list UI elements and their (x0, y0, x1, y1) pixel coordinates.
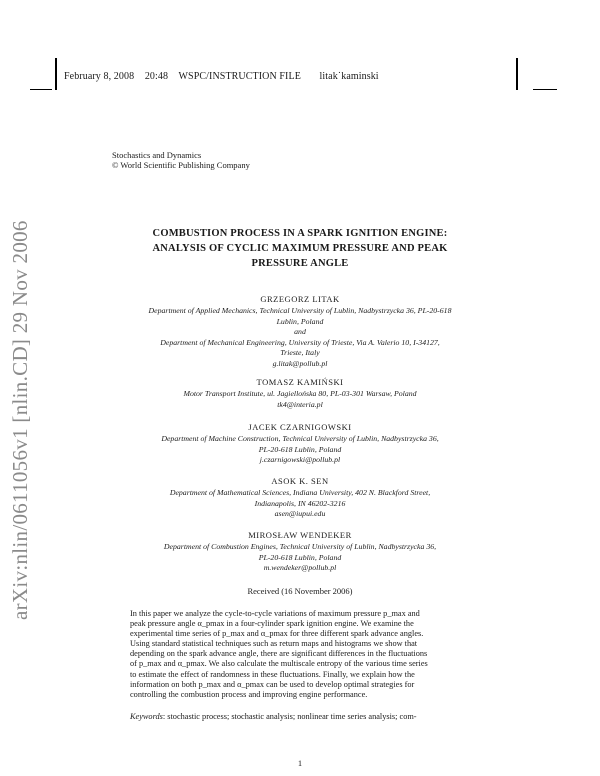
journal-name: Stochastics and Dynamics (112, 150, 202, 160)
abstract-line: peak pressure angle α_pmax in a four-cylinder spark ignition engine. We examine the (130, 619, 414, 629)
affiliation-line: and (294, 327, 306, 336)
affiliation-line: Department of Mechanical Engineering, University of Trieste, Via A. Valerio 10, I-34127, (160, 337, 440, 347)
author-email: m.wendeker@pollub.pl (263, 563, 337, 572)
abstract-line: information on both p_max and α_pmax can be used to develop optimal strategies for (130, 679, 415, 689)
affiliation-line: Indianapolis, IN 46202-3216 (254, 498, 346, 508)
journal-info (112, 150, 250, 170)
crop-mark-left-vertical (55, 58, 57, 90)
header-file: WSPC/INSTRUCTION FILE (178, 71, 301, 82)
running-header (64, 71, 387, 82)
abstract-line: of p_max and α_pmax. We also calculate the multiscale entropy of the various time series (130, 659, 428, 669)
affiliation-line: PL-20-618 Lublin, Poland (258, 552, 342, 562)
journal-copyright: © World Scientific Publishing Company (112, 160, 250, 170)
author-name: GRZEGORZ LITAK (260, 294, 340, 304)
keywords-label: Keywords (130, 712, 163, 721)
author-name: MIROSŁAW WENDEKER (248, 530, 352, 540)
keywords (130, 712, 475, 721)
affiliation-line: Department of Applied Mechanics, Technical University of Lublin, Nadbystrzycka 36, PL-20-618 (148, 306, 452, 315)
author-name: JACEK CZARNIGOWSKI (248, 422, 352, 432)
crop-mark-right-horizontal (533, 89, 557, 90)
author-email: asen@iupui.edu (274, 509, 326, 518)
title-line: COMBUSTION PROCESS IN A SPARK IGNITION ENGINE: (152, 228, 448, 239)
author-affiliation (100, 488, 500, 520)
title-line: ANALYSIS OF CYCLIC MAXIMUM PRESSURE AND PEAK (152, 243, 448, 254)
affiliation-line: PL-20-618 Lublin, Poland (258, 444, 342, 454)
author-email: j.czarnigowski@pollub.pl (259, 455, 341, 464)
page-number: 1 (297, 758, 303, 768)
affiliation-line: Lublin, Poland (276, 316, 324, 326)
title-line: PRESSURE ANGLE (251, 258, 349, 269)
affiliation-line: Department of Machine Construction, Technical University of Lublin, Nadbystrzycka 36, (161, 434, 439, 443)
author-affiliation (100, 434, 500, 466)
author-affiliation (100, 389, 500, 410)
header-date: February 8, 2008 (64, 71, 135, 82)
arxiv-stamp: arXiv:nlin/0611056v1 [nlin.CD] 29 Nov 2006 (8, 220, 32, 620)
keywords-text: : stochastic process; stochastic analysis; nonlinear time series analysis; com- (162, 712, 417, 721)
crop-mark-left-horizontal (30, 89, 52, 90)
paper-title (110, 226, 490, 271)
abstract-line: In this paper we analyze the cycle-to-cycle variations of maximum pressure p_max and (130, 609, 420, 618)
received-date: Received (16 November 2006) (247, 586, 353, 596)
author-name: ASOK K. SEN (271, 476, 329, 486)
affiliation-line: Motor Transport Institute, ul. Jagiellońska 80, PL-03-301 Warsaw, Poland (183, 389, 417, 398)
author-email: g.litak@pollub.pl (272, 358, 328, 368)
abstract-line: experimental time series of p_max and α_pmax for three different spark advance angles. (130, 629, 424, 639)
author-affiliation (100, 542, 500, 574)
abstract-line: depending on the spark advance angle, there are significant differences in the fluctuations (130, 649, 428, 659)
abstract-line: to estimate the effect of randomness in these fluctuations. Finally, we explain how the (130, 669, 415, 679)
affiliation-line: Trieste, Italy (280, 348, 320, 357)
author-email: tk4@interia.pl (277, 399, 323, 409)
crop-mark-right-vertical (516, 58, 518, 90)
author-name: TOMASZ KAMIŃSKI (256, 377, 344, 387)
header-time: 20:48 (144, 71, 169, 82)
abstract-line: controlling the combustion process and improving engine performance. (130, 689, 368, 699)
affiliation-line: Department of Mathematical Sciences, Indiana University, 402 N. Blackford Street, (169, 488, 431, 497)
affiliation-line: Department of Combustion Engines, Technical University of Lublin, Nadbystrzycka 36, (163, 542, 437, 551)
header-name: litak˙kaminski (319, 71, 379, 82)
abstract (130, 609, 470, 700)
author-affiliation (100, 306, 500, 369)
abstract-line: Using standard statistical techniques such as return maps and histograms we show that (130, 639, 418, 649)
